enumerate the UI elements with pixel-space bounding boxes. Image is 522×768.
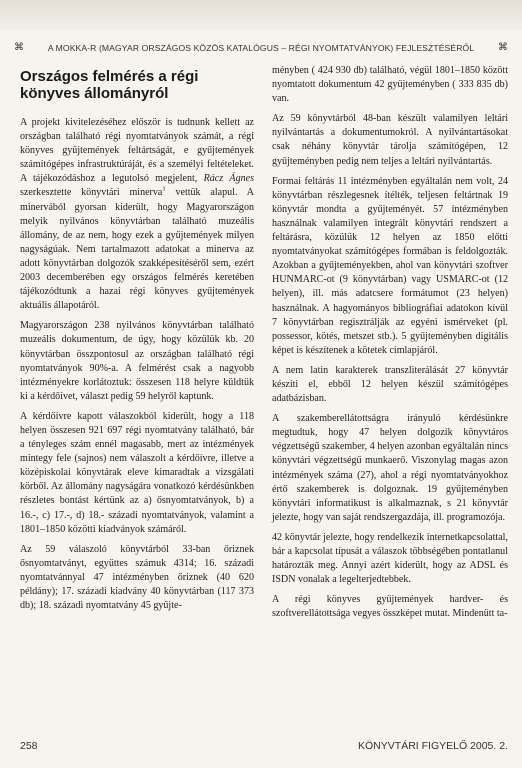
page-number: 258 bbox=[20, 740, 38, 752]
left-column bbox=[20, 64, 254, 619]
footnote-marker: 1 bbox=[162, 186, 166, 194]
right-paragraph-6: 42 könyvtár jelezte, hogy rendelkezik internetkapcsolattal, bár a kapcsolat típusát a válaszok többségében pontatlanul határozták meg. Annyi azért kiderült, hogy az ADSL és ISDN vonalak a legelterjedtebbek. bbox=[272, 531, 508, 586]
header-ornament-left: ⌘ bbox=[14, 42, 25, 53]
right-paragraph-1: ményben ( 424 930 db) található, végül 1801–1850 között nyomtatott dokumentum 42 gyűjteményben ( 333 835 db) van. bbox=[272, 65, 508, 105]
header-ornament-right: ⌘ bbox=[497, 42, 508, 53]
left-paragraph-2: Magyarországon 238 nyilvános könyvtárban található muzeális dokumentum, de úgy, hogy közülük kb. 20 könyvtárban összpontosul az országban található régi nyomtatványok 90%-a. A felmérést csak a nagyobb intézményekre korlátoztuk: összesen 118 helyre küldtük ki a kérdőívet, választ pedig 59 helyről kaptunk. bbox=[20, 320, 254, 402]
left-paragraph-1: A projekt kivitelezéséhez először is tudnunk kellett az országban található régi nyomtatványok számát, a régi könyves gyűjtemények feltártságát, e gyűjtemények számítógépes infrastruktúráját, és a személyi feltételeket. A tájékozódáshoz a legutolsó megjelent, Rácz Ágnes szerkesztette könyvtári minerva$^1$ vettük alapul. A minervából gyorsan kiderült, hogy Magyarországon melyik nyilvános könyvtárban található muzeális állomány, de az nem, hogy ezek a gyűjtemények milyen nagyságúak. Nem tartalmazott adatokat a minerva az adott könyvtárban dolgozók szakképesítéséről sem, ezért 2003 decemberében egy országos felmérés keretében tájékozódtunk a hazai régi könyves gyűjtemények aktuális állapotáról. bbox=[20, 117, 254, 312]
editor-name: Rácz Ágnes bbox=[203, 173, 254, 185]
right-column bbox=[272, 64, 508, 627]
article-title: Országos felmérés a régi könyves állományról bbox=[20, 68, 199, 102]
left-paragraph-3: A kérdőívre kapott válaszokból kiderült, hogy a 118 helyen összesen 921 697 régi nyomtatvány található, bár a tényleges szám ennél magasabb, mert az intézmények mintegy fele (sajnos) nem válaszolt a kérdőívre, illetve a középiskolai könyvtárak eleve kimaradtak a vizsgálati körből. Az állomány nagyságára vonatkozó kérdésünkben részletes bontást kértünk az a) ősnyomtatványok, b) a 16.-, c) 17.-, d) 18.- századi nyomtatványok, valamint a 1801–1850 közötti kiadványok számáról. bbox=[20, 410, 254, 535]
journal-name: KÖNYVTÁRI FIGYELŐ 2005. 2. bbox=[358, 740, 508, 752]
right-paragraph-5: A szakemberellátottságra irányuló kérdésünkre megtudtuk, hogy 47 helyen dolgozik könyvtáros végzettségű szakember, 4 helyen azonban egyáltalán nincs könyvtári végzettségű munkaerő. Viszonylag magas azon intézmények száma (27), ahol a régi nyomtatványokhoz értő szakemberek is dolgoznak. 19 gyűjteményben könyvtári informatikust is alkalmaznak, s 21 könyvtár jelezte, hogy van saját rendszergazdája, ill. programozója. bbox=[272, 413, 508, 523]
right-paragraph-7: A régi könyves gyűjtemények hardver- és szoftverellátottsága vegyes összképet mutat. Mindenütt ta- bbox=[272, 594, 508, 620]
running-header bbox=[14, 42, 508, 53]
left-paragraph-4: Az 59 válaszoló könyvtárból 33-ban őriznek ősnyomtatványt, együttes számuk 4314; 16. századi nyomtatvánnyal 47 intézményben őriznek (40 620 példány); 17. századi kiadvány 40 könyvtárban (117 373 db); 18. századi nyomtatvány 45 gyűjte- bbox=[20, 543, 254, 612]
right-paragraph-3: Formai feltárás 11 intézményben egyáltalán nem volt, 24 könyvtárban részlegesnek ítélték, teljesen feltártnak 19 könyvtár mondta a gyűjteményét. 57 intézményben használnak valamilyen integrált könyvtári rendszert a feltárásra, közülük 12 helyen az 1850 előtti nyomtatványokat számítógépes formában is feldolgozták. Azokban a gyűjteményekben, ahol van könyvtári szoftver HUNMARC-ot (9 könyvtárban) vagy USMARC-ot (12 helyen), ill. más adatcsere formátumot (23 helyen) használnak. A hagyományos bibliográfiai adatokon kívül 7 könyvtárban regisztrálják az egyéni ismérveket (pl. possessor, kötés, metszet stb.). 5 gyűjteményben digitális képet is készítenek a kötetek címlapjáról. bbox=[272, 175, 508, 356]
right-paragraph-2: Az 59 könyvtárból 48-ban készült valamilyen leltári nyilvántartás a dokumentumokról. A nyilvántartásokat csak néhány könyvtár tárolja számítógépen, 12 gyűjteményben pedig nem teljes a leltári nyilvántartás. bbox=[272, 113, 508, 167]
right-paragraph-4: A nem latin karakterek transzliterálását 27 könyvtár készíti el, ebből 12 helyen készül számítógépes adatbázisban. bbox=[272, 364, 508, 405]
page-footer bbox=[20, 740, 508, 752]
running-header-text: A MOKKA-R (MAGYAR ORSZÁGOS KÖZÖS KATALÓGUS – RÉGI NYOMTATVÁNYOK) FEJLESZTÉSÉRŐL bbox=[47, 42, 475, 53]
page-top-shadow bbox=[0, 0, 522, 30]
